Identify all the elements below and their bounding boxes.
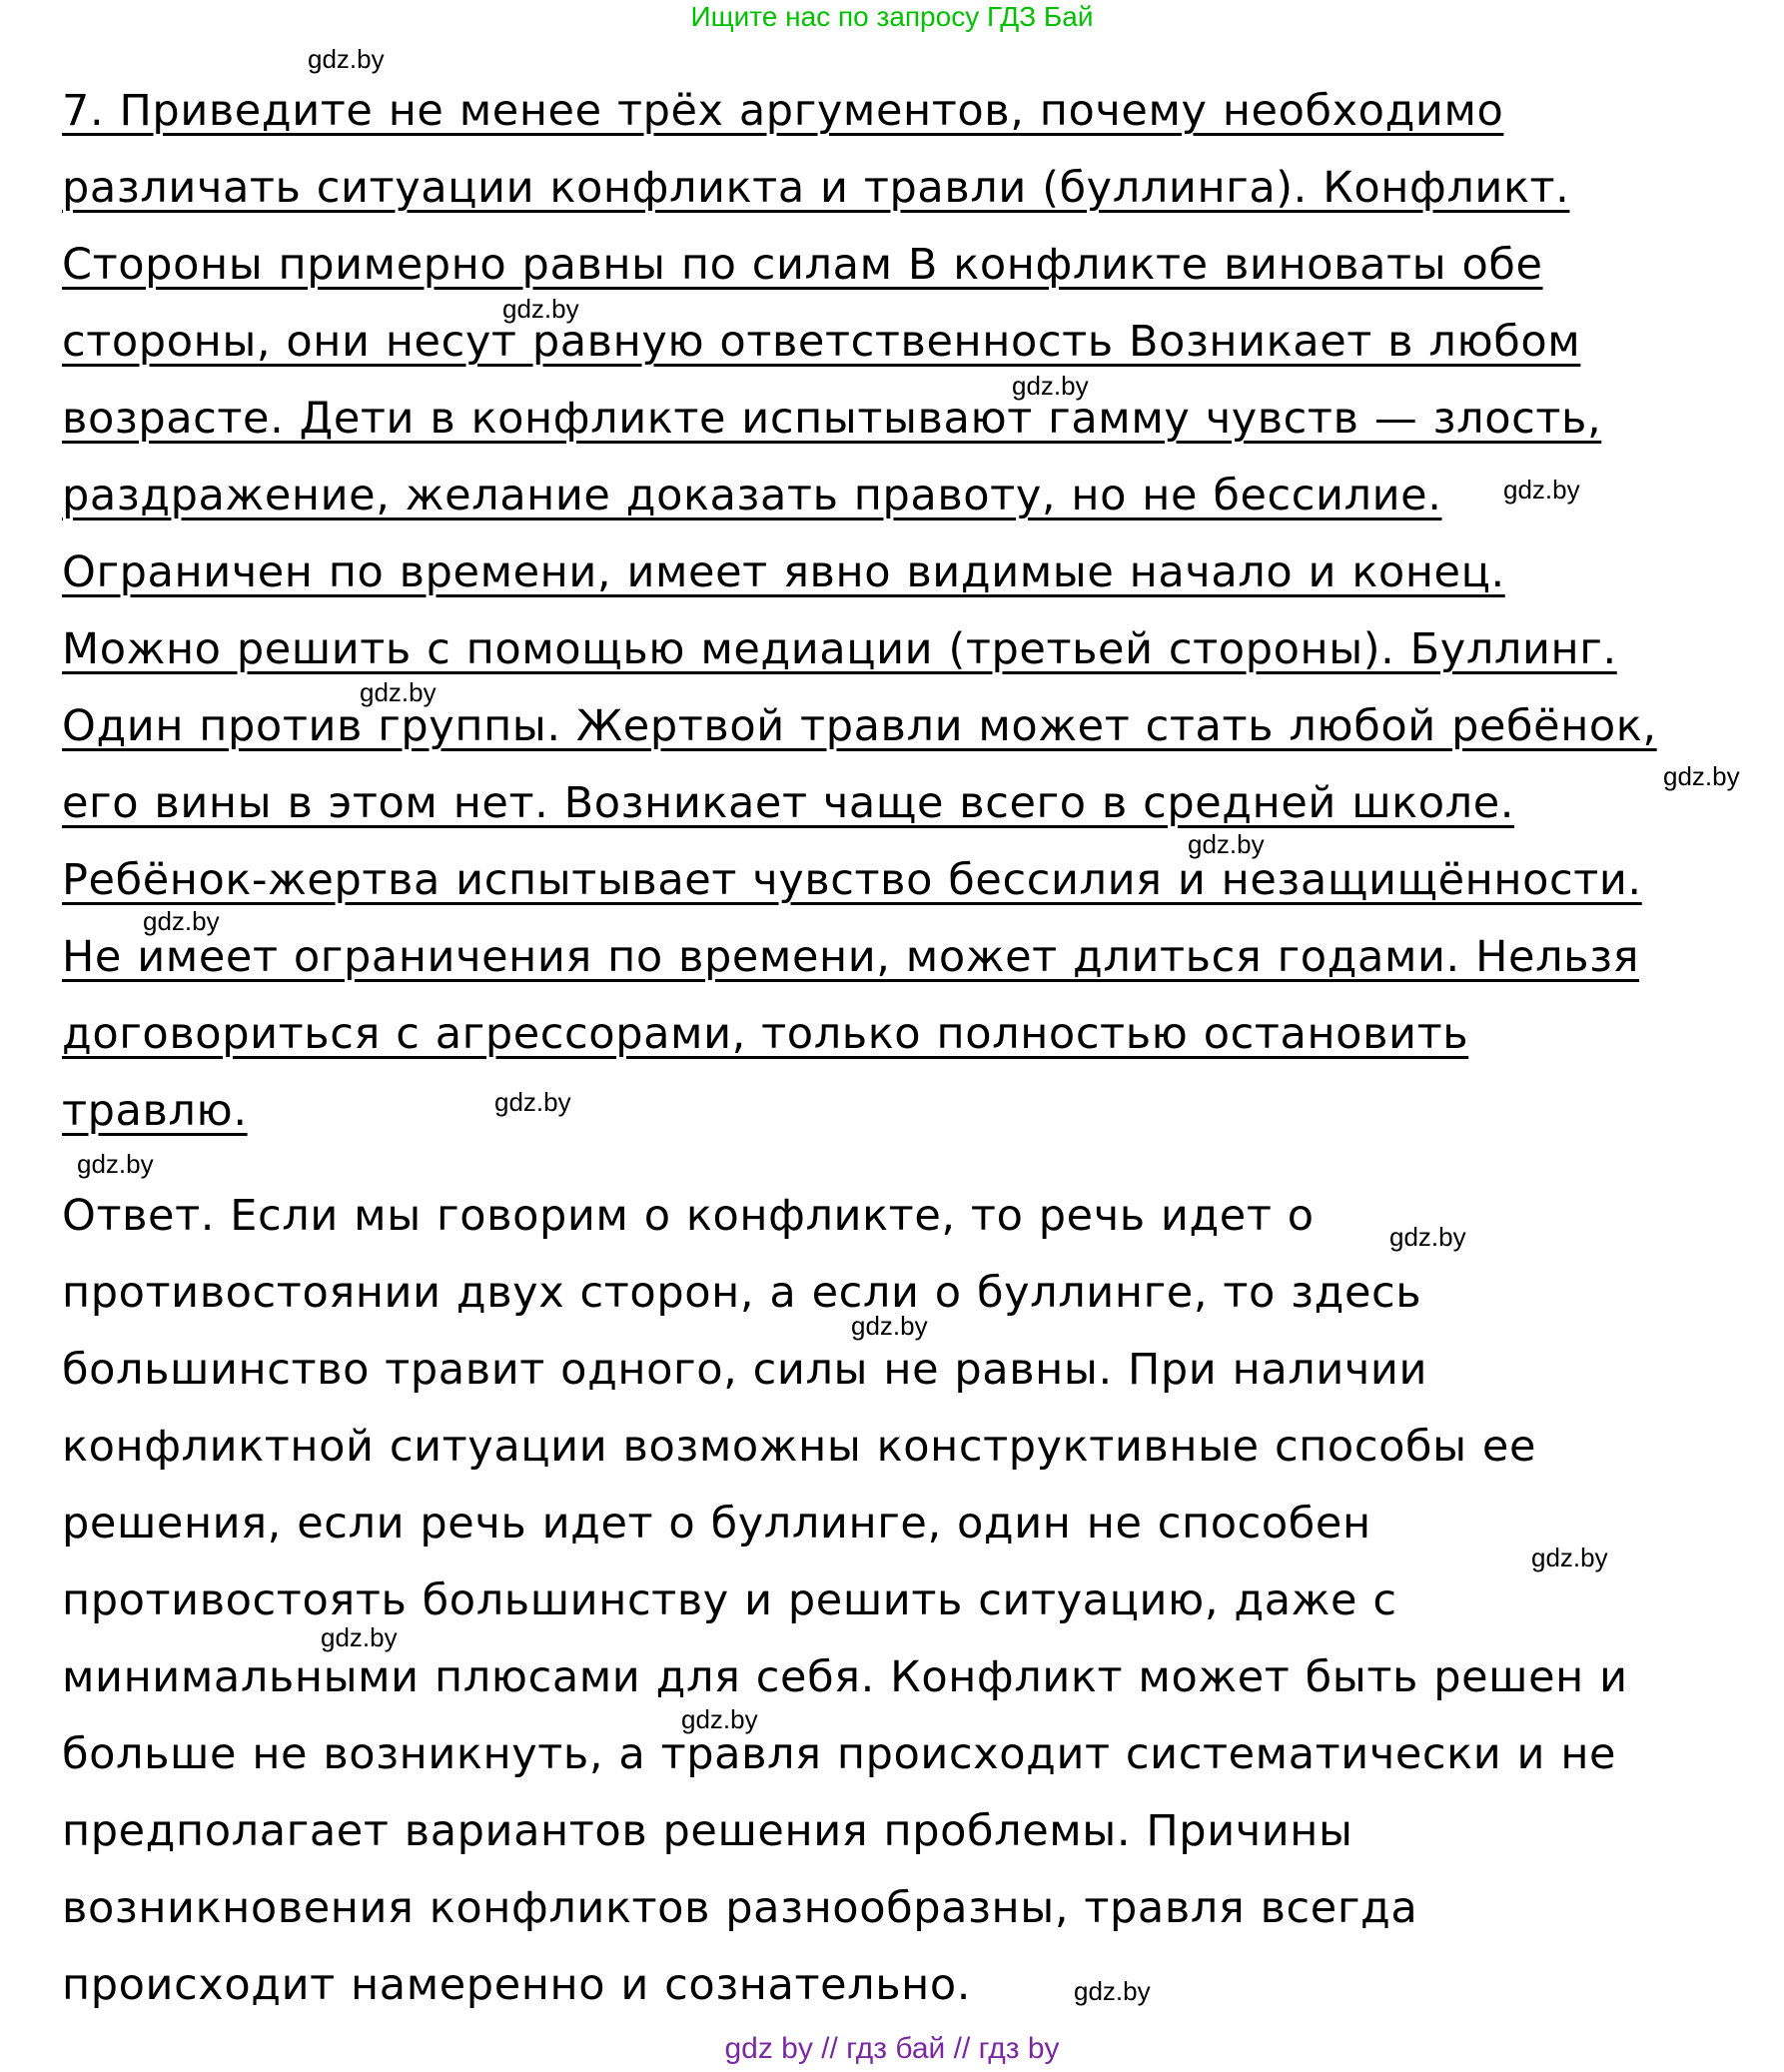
task-line: различать ситуации конфликта и травли (буллинга). Конфликт. (62, 163, 1570, 213)
answer-line: минимальными плюсами для себя. Конфликт может быть решен и (62, 1652, 1628, 1702)
task-line: договориться с агрессорами, только полностью остановить (62, 1009, 1469, 1059)
watermark: gdz.by (1503, 475, 1580, 505)
answer-line: решения, если речь идет о буллинге, один не способен (62, 1499, 1371, 1549)
answer-line: конфликтной ситуации возможны конструктивные способы ее (62, 1422, 1537, 1472)
watermark: gdz.by (77, 1149, 154, 1179)
watermark: gdz.by (851, 1311, 928, 1341)
task-line: Не имеет ограничения по времени, может длиться годами. Нельзя (62, 932, 1640, 982)
answer-line: возникновения конфликтов разнообразны, травля всегда (62, 1883, 1418, 1933)
task-line: Можно решить с помощью медиации (третьей стороны). Буллинг. (62, 624, 1617, 674)
watermark: gdz.by (502, 294, 579, 324)
task-line: травлю. (62, 1086, 248, 1136)
answer-line: предполагает вариантов решения проблемы. Причины (62, 1806, 1353, 1856)
task-line: возрасте. Дети в конфликте испытывают гамму чувств — злость, (62, 394, 1602, 444)
watermark: gdz.by (681, 1704, 758, 1734)
task-text (62, 73, 1760, 1150)
top-banner: Ищите нас по запросу ГДЗ Бай (690, 1, 1094, 32)
watermark: gdz.by (1074, 1976, 1151, 2006)
footer: gdz by // гдз бай // гдз by (724, 2032, 1060, 2065)
answer-line: происходит намеренно и сознательно. (62, 1960, 972, 2010)
task-line: Один против группы. Жертвой травли может стать любой ребёнок, (62, 701, 1657, 751)
watermark: gdz.by (494, 1087, 571, 1117)
watermark: gdz.by (143, 906, 220, 936)
watermark: gdz.by (321, 1622, 398, 1652)
watermark: gdz.by (1531, 1543, 1608, 1572)
watermark: gdz.by (1389, 1222, 1466, 1252)
task-line: раздражение, желание доказать правоту, но не бессилие. (62, 471, 1442, 520)
task-line: Ребёнок-жертва испытывает чувство бессилия и незащищённости. (62, 855, 1642, 905)
task-line: его вины в этом нет. Возникает чаще всего в средней школе. (62, 778, 1515, 828)
watermark: gdz.by (1663, 761, 1740, 791)
task-line: Стороны примерно равны по силам В конфликте виноваты обе (62, 240, 1543, 290)
watermark: gdz.by (1012, 371, 1089, 401)
answer-line: противостоять большинству и решить ситуацию, даже с (62, 1575, 1397, 1625)
task-line: стороны, они несут равную ответственность Возникает в любом (62, 317, 1581, 367)
answer-line: большинство травит одного, силы не равны. При наличии (62, 1345, 1428, 1395)
watermark: gdz.by (1188, 829, 1265, 859)
answer-line: больше не возникнуть, а травля происходит систематически и не (62, 1729, 1617, 1779)
task-line: 7. Приведите не менее трёх аргументов, почему необходимо (62, 86, 1504, 136)
watermark: gdz.by (308, 44, 385, 74)
answer-line: Ответ. Если мы говорим о конфликте, то речь идет о (62, 1191, 1315, 1241)
answer-line: противостоянии двух сторон, а если о буллинге, то здесь (62, 1268, 1422, 1318)
task-line: Ограничен по времени, имеет явно видимые начало и конец. (62, 547, 1505, 597)
answer-text (62, 1178, 1760, 2024)
watermark: gdz.by (360, 677, 437, 707)
